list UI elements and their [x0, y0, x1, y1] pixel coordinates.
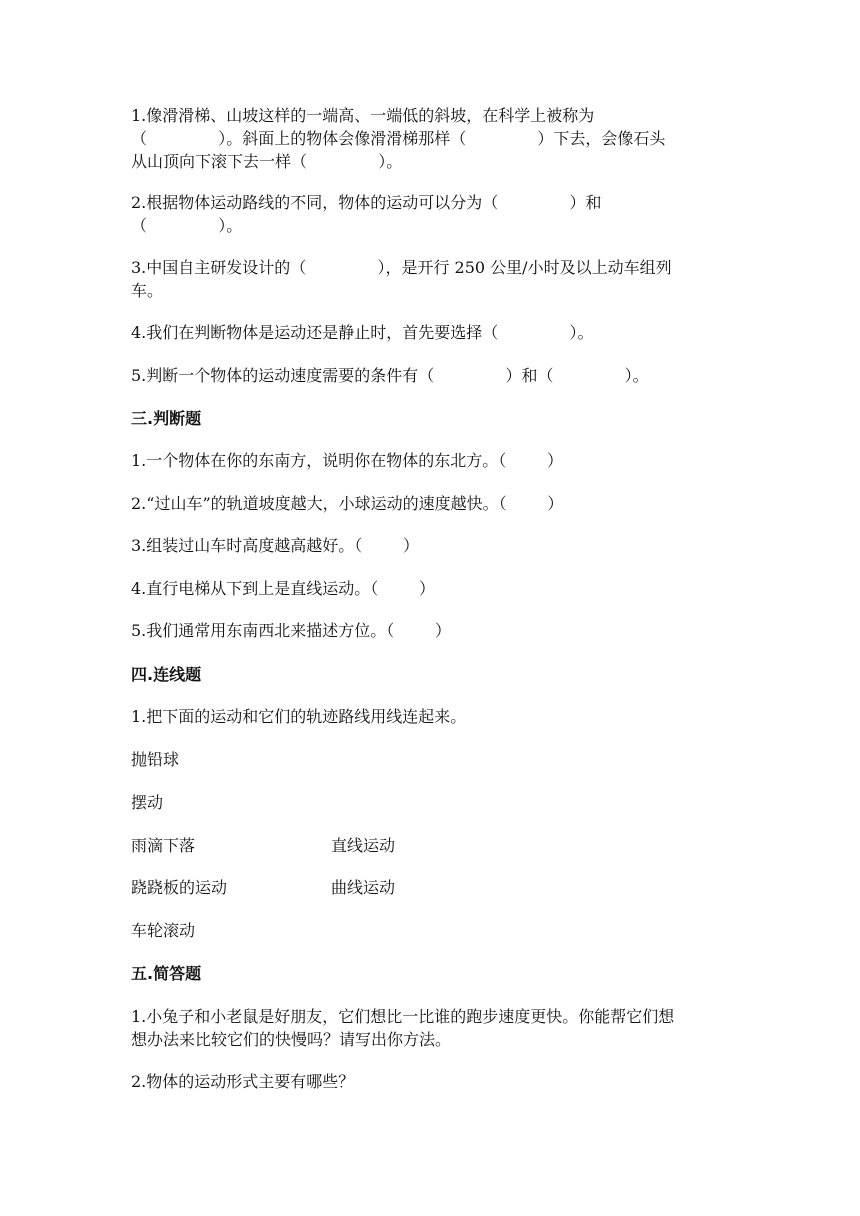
- match-left-item-4: 跷跷板的运动: [131, 878, 228, 897]
- section-4-heading: 四.连线题: [131, 665, 202, 684]
- judge-item-3: 3.组装过山车时高度越高越好。（ ）: [131, 536, 419, 555]
- question-1-line-3: 从山顶向下滚下去一样（ ）。: [131, 152, 403, 171]
- match-question: 1.把下面的运动和它们的轨迹路线用线连起来。: [131, 707, 467, 726]
- judge-item-2: 2.“过山车”的轨道坡度越大，小球运动的速度越快。（ ）: [131, 494, 564, 513]
- match-left-item-2: 摆动: [131, 793, 164, 812]
- question-3-line-2: 车。: [131, 281, 164, 300]
- match-left-item-1: 抛铅球: [131, 750, 180, 769]
- short-answer-2: 2.物体的运动形式主要有哪些？: [131, 1072, 355, 1091]
- section-3-heading: 三.判断题: [131, 409, 202, 428]
- question-1-line-2: （ ）。斜面上的物体会像滑滑梯那样（ ）下去，会像石头: [131, 129, 666, 148]
- question-3-line-1: 3.中国自主研发设计的（ ），是开行 250 公里/小时及以上动车组列: [131, 258, 672, 277]
- question-5-line-1: 5.判断一个物体的运动速度需要的条件有（ ）和（ ）。: [131, 366, 649, 385]
- short-answer-1-line-1: 1.小兔子和小老鼠是好朋友，它们想比一比谁的跑步速度更快。你能帮它们想: [131, 1007, 675, 1026]
- match-right-item-2: 曲线运动: [331, 878, 396, 897]
- judge-item-4: 4.直行电梯从下到上是直线运动。（ ）: [131, 579, 435, 598]
- match-left-item-5: 车轮滚动: [131, 921, 196, 940]
- judge-item-1: 1.一个物体在你的东南方，说明你在物体的东北方。（ ）: [131, 451, 563, 470]
- match-right-item-1: 直线运动: [331, 836, 396, 855]
- match-left-item-3: 雨滴下落: [131, 836, 196, 855]
- section-5-heading: 五.简答题: [131, 964, 202, 983]
- judge-item-5: 5.我们通常用东南西北来描述方位。（ ）: [131, 621, 451, 640]
- short-answer-1-line-2: 想办法来比较它们的快慢吗？请写出你方法。: [131, 1030, 452, 1049]
- question-4-line-1: 4.我们在判断物体是运动还是静止时，首先要选择（ ）。: [131, 323, 594, 342]
- question-2-line-1: 2.根据物体运动路线的不同，物体的运动可以分为（ ）和: [131, 193, 602, 212]
- question-1-line-1: 1.像滑滑梯、山坡这样的一端高、一端低的斜坡，在科学上被称为: [131, 106, 595, 125]
- question-2-line-2: （ ）。: [131, 216, 243, 235]
